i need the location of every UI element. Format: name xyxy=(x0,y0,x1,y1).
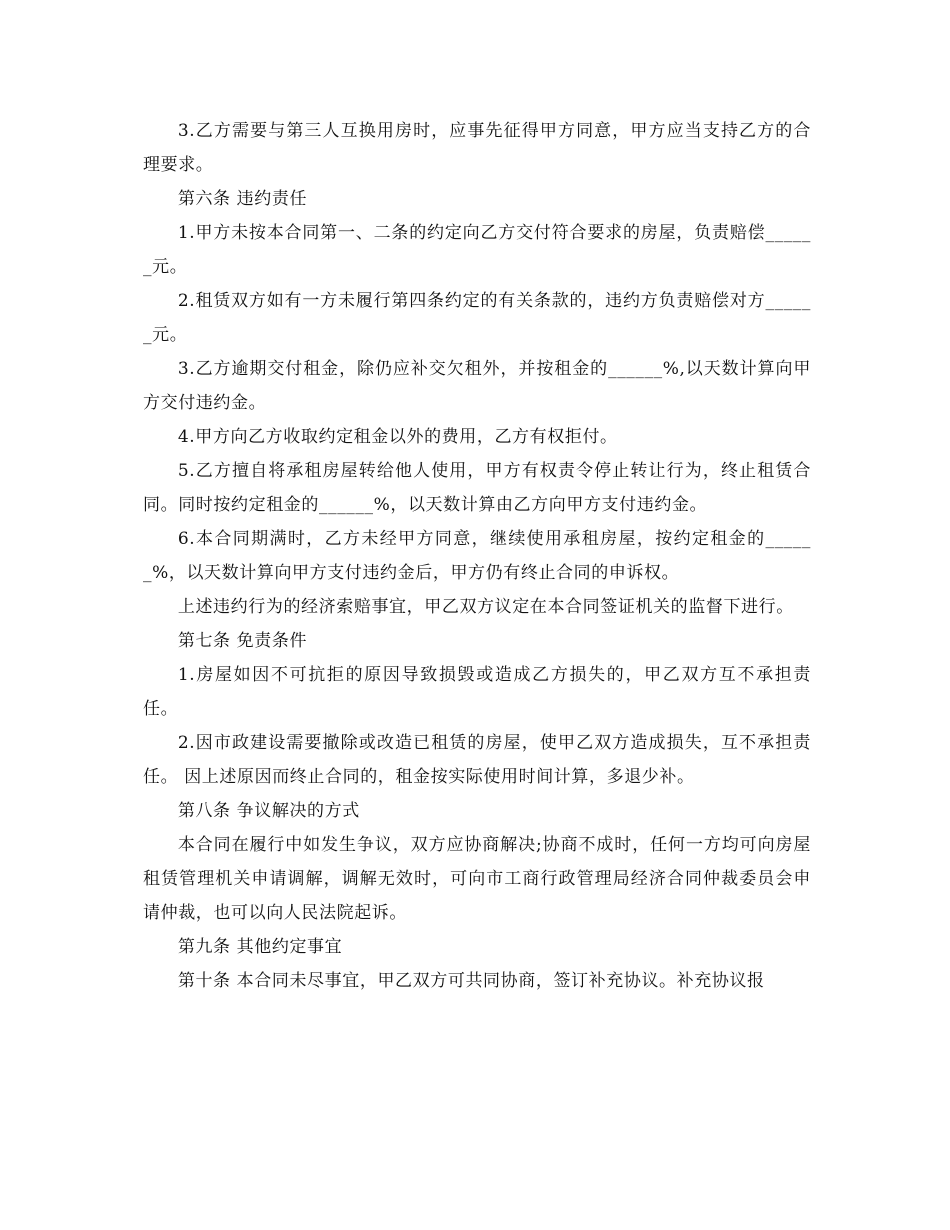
clause-8-body: 本合同在履行中如发生争议，双方应协商解决;协商不成时，任何一方均可向房屋租赁管理机关申请调解，调解无效时，可向市工商行政管理局经济合同仲裁委员会申请仲裁，也可以向人民法院起诉。 xyxy=(143,835,811,923)
clause-6-item-6: 6.本合同期满时，乙方未经甲方同意，继续使用承租房屋，按约定租金的______%，以天数计算向甲方支付违约金后，甲方仍有终止合同的申诉权。 xyxy=(143,529,811,583)
clause-7-item-2: 2.因市政建设需要撤除或改造已租赁的房屋，使甲乙双方造成损失，互不承担责任。 因上述原因而终止合同的，租金按实际使用时间计算，多退少补。 xyxy=(143,733,811,787)
clause-6-note: 上述违约行为的经济索赔事宜，甲乙双方议定在本合同签证机关的监督下进行。 xyxy=(177,597,794,617)
heading-article-6: 第六条 违约责任 xyxy=(177,189,308,209)
heading-article-8: 第八条 争议解决的方式 xyxy=(177,801,360,821)
clause-10-body: 第十条 本合同未尽事宜，甲乙双方可共同协商，签订补充协议。补充协议报 xyxy=(177,971,765,991)
clause-5-item-3: 3.乙方需要与第三人互换用房时，应事先征得甲方同意，甲方应当支持乙方的合理要求。 xyxy=(143,121,811,175)
clause-6-item-4: 4.甲方向乙方收取约定租金以外的费用，乙方有权拒付。 xyxy=(177,427,618,447)
clause-6-item-2: 2.租赁双方如有一方未履行第四条约定的有关条款的，违约方负责赔偿对方______元。 xyxy=(143,291,811,345)
clause-6-item-3: 3.乙方逾期交付租金，除仍应补交欠租外，并按租金的______%,以天数计算向甲方交付违约金。 xyxy=(143,359,811,413)
document-page xyxy=(143,114,811,998)
clause-6-item-1: 1.甲方未按本合同第一、二条的约定向乙方交付符合要求的房屋，负责赔偿______元。 xyxy=(143,223,811,277)
heading-article-7: 第七条 免责条件 xyxy=(177,631,308,651)
heading-article-9: 第九条 其他约定事宜 xyxy=(177,937,343,957)
clause-6-item-5: 5.乙方擅自将承租房屋转给他人使用，甲方有权责令停止转让行为，终止租赁合同。同时按约定租金的______%，以天数计算由乙方向甲方支付违约金。 xyxy=(143,461,811,515)
clause-7-item-1: 1.房屋如因不可抗拒的原因导致损毁或造成乙方损失的，甲乙双方互不承担责任。 xyxy=(143,665,811,719)
